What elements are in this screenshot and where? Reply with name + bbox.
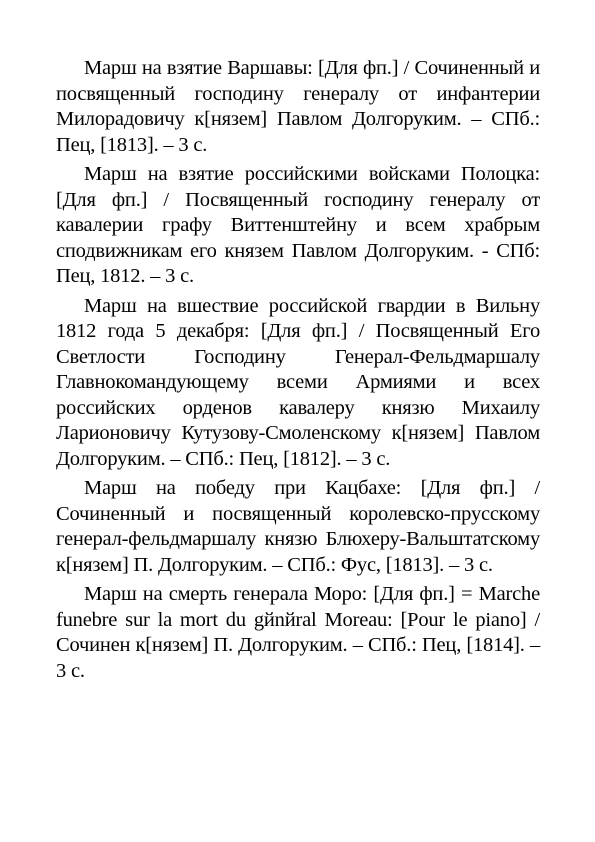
bibliography-entry-polotsk-march: Марш на взятие российскими войсками Полоцка: [Для фп.] / Посвященный господину генералу от кавалерии графу Виттенштейну и всем храбрым сподвижникам его князем Павлом Долгоруким. - СПб: Пец, 1812. – 3 с. [56,163,540,287]
bibliography-entry-katzbach-march: Марш на победу при Кацбахе: [Для фп.] / Сочиненный и посвященный королевско-прусскому генерал-фельдмаршалу князю Блюхеру-Вальштатскому к[нязем] П. Долгоруким. – СПб.: Фус, [1813]. – 3 с. [56,477,540,576]
bibliography-entry-warsaw-march: Марш на взятие Варшавы: [Для фп.] / Сочиненный и посвященный господину генералу от инфантерии Милорадовичу к[нязем] Павлом Долгоруким. – СПб.: Пец, [1813]. – 3 с. [56,57,540,156]
bibliography-page [56,56,540,684]
bibliography-entry-vilna-march: Марш на вшествие российской гвардии в Вильну 1812 года 5 декабря: [Для фп.] / Посвященный Его Светлости Господину Генерал-Фельдмаршалу Главнокомандующему всеми Армиями и всех российских орденов кавалеру князю Михаилу Ларионовичу Кутузову-Смоленскому к[нязем] Павлом Долгоруким. – СПб.: Пец, [1812]. – 3 с. [56,294,540,470]
bibliography-entry-moreau-march: Марш на смерть генерала Моро: [Для фп.] = Marche funebre sur la mort du gйnйral Moreau: [Pour le piano] / Сочинен к[нязем] П. Долгоруким. – СПб.: Пец, [1814]. – 3 с. [56,583,540,682]
